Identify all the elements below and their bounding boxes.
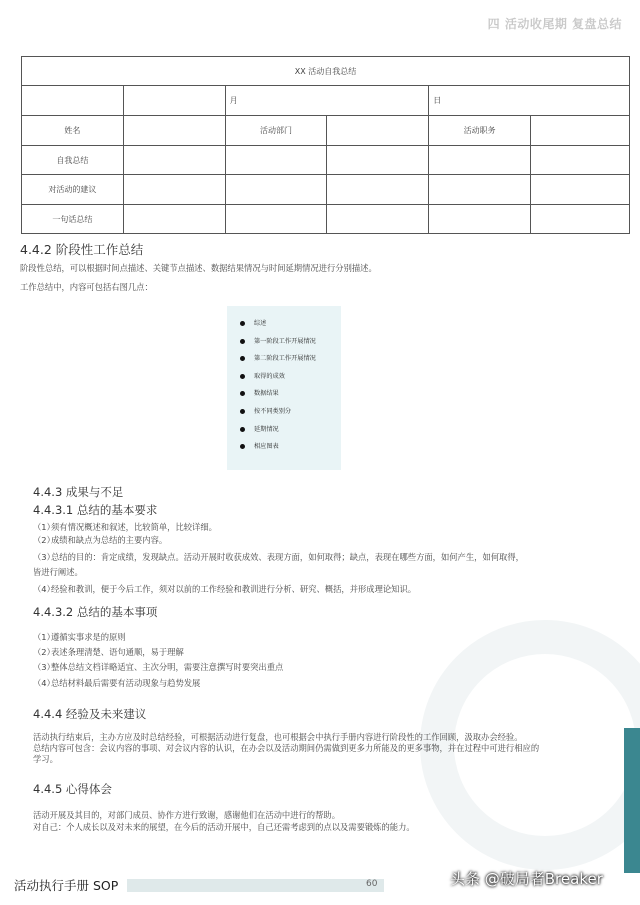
paragraph: 学习。 xyxy=(33,754,58,764)
row-label: 自我总结 xyxy=(22,146,124,175)
list-item: （1）遵循实事求是的原则 xyxy=(33,632,126,642)
list-item: （2）表述条理清楚、语句通顺，易于理解 xyxy=(33,647,184,657)
table-row xyxy=(22,146,630,175)
paragraph: 总结内容可包含：会议内容的事项、对会议内容的认识，在办会以及活动期间仍需做到更多力所能及的更多事物，并在过程中可进行相应的 xyxy=(33,743,540,753)
decorative-side-bar xyxy=(624,728,640,873)
list-item: （4）总结材料最后需要有活动现象与趋势发展 xyxy=(33,678,201,688)
section-heading: 4.4.3 成果与不足 xyxy=(33,485,124,499)
day-cell: 日 xyxy=(429,86,630,116)
outline-item: 综述 xyxy=(240,319,341,337)
subsection-heading: 4.4.3.2 总结的基本事项 xyxy=(33,605,158,619)
outline-item: 第二阶段工作开展情况 xyxy=(240,354,341,372)
section-heading: 4.4.5 心得体会 xyxy=(33,782,112,796)
list-item: （2）成绩和缺点为总结的主要内容。 xyxy=(33,535,168,545)
table-row xyxy=(22,116,630,146)
bullet-icon xyxy=(240,391,245,396)
bullet-icon xyxy=(240,374,245,379)
list-item: 皆进行阐述。 xyxy=(33,567,83,577)
row-label: 对活动的建议 xyxy=(22,175,124,205)
outline-item: 取得的成效 xyxy=(240,372,341,390)
footer-title: 活动执行手册 SOP xyxy=(14,878,119,893)
outline-item: 按不同类别分 xyxy=(240,407,341,425)
outline-item: 相应图表 xyxy=(240,442,341,460)
table-row xyxy=(22,175,630,205)
paragraph: 活动执行结束后，主办方应及时总结经验，可根据活动进行复盘，也可根据会中执行手册内容进行阶段性的工作回顾，汲取办会经验。 xyxy=(33,732,523,742)
role-label: 活动职务 xyxy=(429,116,531,146)
outline-item: 数据结果 xyxy=(240,389,341,407)
paragraph: 对自己：个人成长以及对未来的展望，在今后的活动开展中，自己还需考虑到的点以及需要锻炼的能力。 xyxy=(33,822,415,832)
bullet-icon xyxy=(240,321,245,326)
dept-label: 活动部门 xyxy=(225,116,327,146)
list-item: （4）经验和教训，便于今后工作，须对以前的工作经验和教训进行分析、研究、概括，并形成理论知识。 xyxy=(33,584,417,594)
bullet-icon xyxy=(240,444,245,449)
list-item: （1）须有情况概述和叙述，比较简单，比较详细。 xyxy=(33,522,217,532)
section-heading: 4.4.2 阶段性工作总结 xyxy=(20,242,144,257)
table-row xyxy=(22,57,630,86)
month-cell: 月 xyxy=(225,86,429,116)
table-title: XX 活动自我总结 xyxy=(22,57,630,86)
name-label: 姓名 xyxy=(22,116,124,146)
list-item: （3）整体总结文档详略适宜、主次分明，需要注意撰写时要突出重点 xyxy=(33,662,284,672)
bullet-icon xyxy=(240,409,245,414)
section-tag: 四 活动收尾期 复盘总结 xyxy=(487,17,622,31)
page-number: 60 xyxy=(366,879,378,889)
outline-item: 延期情况 xyxy=(240,425,341,443)
bullet-icon xyxy=(240,427,245,432)
table-row xyxy=(22,86,630,116)
bullet-icon xyxy=(240,356,245,361)
row-label: 一句话总结 xyxy=(22,205,124,234)
paragraph: 工作总结中，内容可包括右图几点： xyxy=(20,282,153,292)
subsection-heading: 4.4.3.1 总结的基本要求 xyxy=(33,503,158,517)
outline-box xyxy=(227,306,341,470)
footer-bar xyxy=(127,879,384,892)
section-heading: 4.4.4 经验及未来建议 xyxy=(33,707,147,721)
watermark: 头条 @破局者Breaker xyxy=(450,870,603,888)
self-summary-table xyxy=(21,56,630,234)
list-item: （3）总结的目的：肯定成绩，发现缺点。活动开展时收获成效、表现方面，如何取得；缺点，表现在哪些方面，如何产生，如何取得， xyxy=(33,552,524,562)
table-row xyxy=(22,205,630,234)
outline-item: 第一阶段工作开展情况 xyxy=(240,337,341,355)
paragraph: 活动开展及其目的，对部门成员、协作方进行致谢，感谢他们在活动中进行的帮助。 xyxy=(33,810,340,820)
paragraph: 阶段性总结，可以根据时间点描述、关键节点描述、数据结果情况与时间延期情况进行分别描述。 xyxy=(20,263,377,273)
bullet-icon xyxy=(240,339,245,344)
